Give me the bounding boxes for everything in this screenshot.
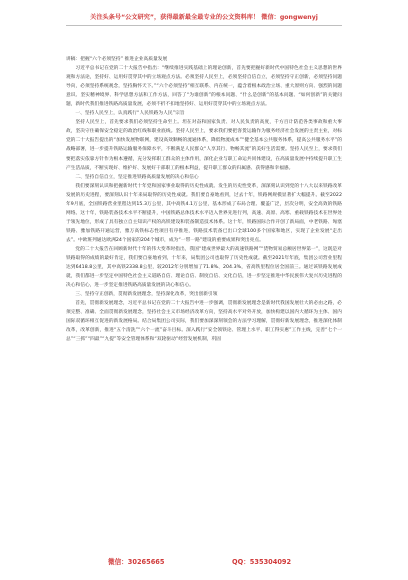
paragraph-3: 首先，贯彻新发展理念，习近平总书记在党的二十大报告中进一步强调，贯彻新发展理念是新时代我国发展壮大的必由之路，必须完整、准确、全面贯彻新发展理念，坚持社会主义市场经济改革方向，坚持高水平对外开放，加快构建以国内大循环为主体、国内国际双循环相互促进的新发展格局。结合局集团公司实际，我们要加深深刻领会的方法学习理解，贯彻好新发展理念，推进深化体制改革，改革创新，推进“五个清洗”“六个一流”奋斗目标。深入践行“安全领铁论、管理上水平、职工得实惠”工作主线，完善“七个一总”“三抓”“四最”“九提”等安全管理体系和“双轮驱动”经营发展机制，巩固 — [66, 301, 342, 343]
paragraph-1: 坚持人民至上，首先要求我们必须坚持生命至上。坦在对奋和国家负责、对人民负责的高度，千方百计防范各类事故和重大事故，坚决守住确保安全稳定的政治红线和职业底线。坚持人民至上，要求我们要把客货运输作为服务经济社会发展的主责主业，对标党的二十大报告提出的“加快发展物联网，建设高效顺畅的流通体系，降低物流成本”“健全基本公共服务体系，提高公共服务水平”的战略部署，进一步提升铁路运输服务保障水平，不断满足人民群众“人享其行、物畅其流”的美好生活需要。坚持人民至上，要求我们要把落实依靠方针作为根本遵循，充分发挥职工群众的主体作用，深化企业与职工命运共同体建设，在高质量发展中持续提升职工生产生活品质，不断实现好、维护好、发展好干部职工的根本利益，提升职工群众的归属感、获得感和幸福感。 — [66, 120, 342, 171]
footer-qq: QQ：535304092 — [232, 558, 292, 566]
section-heading-1: 一、坚持人民至上，认真践行“人民铁路为人民”宗旨 — [75, 111, 185, 117]
paragraph-2b: 党的二十大报告在回顾新时代十年的伟大变革时指出，我国“建成世界最大的高速铁路网”“货物贸易总额居世界第一”，这既是对铁路取得的成绩的最好肯定，我们要自豪地看到，十年来，局集团公司也取得了历史性成就。截至2021年年底，集团公司营业里程达到6418.8公里，其中高铁2338.8公里，较2012年分别增加了71.8%、204.3%，省高铁里程位居全国前三。通过该铁路发展成就，我们都进一步坚定中国特色社会主义道路自信、理论自信、制度自信、文化自信，进一步坚定推进中华民族伟大复兴历史进程的决心和信心，进一步坚定推进铁路高质量发展的决心和信心。 — [66, 246, 342, 289]
section-heading-2: 二、坚持自信自立，坚定推进铁路高质量发展的决心和信心 — [75, 174, 199, 180]
document-title: 讲稿：把握“六个必须坚持” 推进企业高质量发展 — [66, 57, 168, 62]
paragraph-intro: 习近平总书记在党的二十大报告中指出：“继续推进实践基础上的理论创新，首先要把握好新时代中国特色社会主义思想的世界观和方法论，坚持好、运用好贯穿其中的立场观点方法。必须坚持人民至上，必须坚持自信自立，必须坚持守正创新，必须坚持问题导向，必须坚持系统观念，坚持胸怀天下。”“六个必须坚持”相互联系、内在统一，蕴含着根本政治立场、重大原则方向、强烈的问题意识、坚实精神境界、科学思想方法和工作方法，回答了“为谁创新”的根本问题、“什么是创新”的基本问题、“如何创新”的关键问题，新时代我们推进铁路高质量发展，必须不折不扣地坚持好、运用好贯穿其中的立场观点方法。 — [66, 66, 342, 108]
header-banner[interactable]: 关注头条号“公文研究”，获得最新最全最专业的公文资料库！ 微信：gongwenyj — [90, 14, 318, 21]
document-body — [66, 55, 342, 345]
footer-wechat: 微信：30265665 — [108, 558, 165, 566]
section-heading-3: 三、坚持守正创新，贯彻新发展理念，坚持深化改革，突出创新引领 — [75, 292, 218, 298]
header-divider — [66, 25, 342, 26]
paragraph-2a: 我们要深刻认识和把握新时代十年党和国家事业取得的历史性成就、发生的历史性变革，深深刻认识到党的十八大以来铁路改革发展的历史进程，要深刻认识十年来局取得的历史性成就。我们要自豪地看到，过去十年，铁路网规模显著扩大幅提升。截至2022年9月底，全国铁路营业里程达到15.3万公里，其中高铁4.1万公里，基本形成了布局合理、覆盖广泛，层次分明，安全高效的铁路网络。这十年，铁路装备技术水平不断提升，中国铁路总体技术水平迈入世界先进行列，高速、高原、高寒、重载铁路技术在世界处于领先地位，形成了具有独立自主知识产权的高铁建设和装备制造技术体系。这十年，铁路国际合作开创了新局面，中老铁路、匈塞铁路、雅加铁路开通运营，雅万高铁标志性项目有序推进，铁路技术装备已出口全球100多个国家和地区，实现了企业发展“走出去”。中欧班列通达欧洲24个国家的204个城市，成为“一带一路”建设的重要成果和突出亮点。 — [66, 183, 342, 243]
